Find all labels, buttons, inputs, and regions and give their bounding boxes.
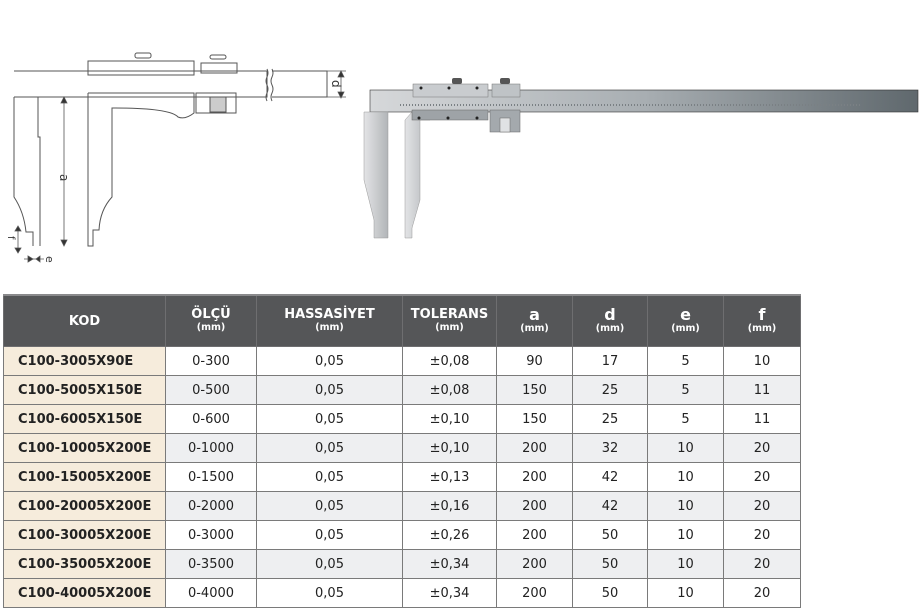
table-row — [4, 492, 801, 521]
cell-olcu: 0-2000 — [166, 492, 257, 521]
header-label: f — [758, 305, 766, 324]
table-row — [4, 376, 801, 405]
cell-e: 10 — [648, 550, 724, 579]
cell-tolerans: ±0,34 — [403, 579, 497, 608]
caliper-technical-drawing — [0, 40, 360, 270]
cell-e: 10 — [648, 434, 724, 463]
cell-a: 200 — [497, 463, 573, 492]
header-kod — [4, 295, 166, 347]
cell-a: 150 — [497, 376, 573, 405]
header-unit: (mm) — [435, 322, 464, 333]
cell-tolerans: ±0,13 — [403, 463, 497, 492]
cell-f: 20 — [724, 550, 801, 579]
cell-a: 200 — [497, 550, 573, 579]
cell-hassasiyet: 0,05 — [257, 521, 403, 550]
cell-tolerans: ±0,08 — [403, 347, 497, 376]
cell-d: 50 — [573, 521, 648, 550]
cell-f: 20 — [724, 434, 801, 463]
cell-f: 11 — [724, 376, 801, 405]
header-label: a — [529, 305, 540, 324]
header-unit: (mm) — [747, 323, 777, 334]
cell-olcu: 0-300 — [166, 347, 257, 376]
header-label: HASSASİYET — [284, 307, 375, 322]
specification-table — [3, 294, 801, 608]
cell-tolerans: ±0,26 — [403, 521, 497, 550]
header-a — [497, 295, 573, 347]
header-label: KOD — [68, 313, 101, 329]
table-row — [4, 405, 801, 434]
header-e — [648, 295, 724, 347]
header-f — [724, 295, 801, 347]
cell-d: 25 — [573, 405, 648, 434]
cell-a: 200 — [497, 521, 573, 550]
cell-olcu: 0-3500 — [166, 550, 257, 579]
table-row — [4, 347, 801, 376]
header-d — [573, 295, 648, 347]
cell-kod: C100-5005X150E — [4, 376, 166, 405]
header-unit: (mm) — [671, 323, 700, 334]
dimension-a-label: a — [57, 174, 71, 182]
cell-hassasiyet: 0,05 — [257, 376, 403, 405]
cell-kod: C100-40005X200E — [4, 579, 166, 608]
cell-a: 200 — [497, 492, 573, 521]
table-row — [4, 579, 801, 608]
cell-d: 25 — [573, 376, 648, 405]
dimension-e-label: e — [43, 256, 56, 263]
cell-hassasiyet: 0,05 — [257, 579, 403, 608]
cell-tolerans: ±0,34 — [403, 550, 497, 579]
cell-hassasiyet: 0,05 — [257, 550, 403, 579]
cell-tolerans: ±0,08 — [403, 376, 497, 405]
caliper-product-photo — [360, 60, 922, 250]
cell-f: 20 — [724, 521, 801, 550]
header-olcu — [166, 295, 257, 347]
cell-f: 20 — [724, 463, 801, 492]
header-tolerans — [403, 295, 497, 347]
cell-e: 10 — [648, 492, 724, 521]
cell-a: 200 — [497, 434, 573, 463]
header-label: e — [680, 305, 691, 324]
header-unit: (mm) — [196, 322, 226, 333]
cell-hassasiyet: 0,05 — [257, 463, 403, 492]
cell-hassasiyet: 0,05 — [257, 347, 403, 376]
cell-d: 42 — [573, 492, 648, 521]
cell-kod: C100-15005X200E — [4, 463, 166, 492]
cell-e: 5 — [648, 376, 724, 405]
cell-d: 50 — [573, 550, 648, 579]
table-row — [4, 463, 801, 492]
header-label: TOLERANS — [410, 307, 489, 322]
cell-tolerans: ±0,10 — [403, 434, 497, 463]
cell-kod: C100-20005X200E — [4, 492, 166, 521]
cell-kod: C100-30005X200E — [4, 521, 166, 550]
header-unit: (mm) — [315, 322, 344, 333]
cell-d: 17 — [573, 347, 648, 376]
cell-d: 50 — [573, 579, 648, 608]
cell-f: 10 — [724, 347, 801, 376]
table-header-row — [4, 295, 801, 347]
cell-tolerans: ±0,16 — [403, 492, 497, 521]
cell-a: 90 — [497, 347, 573, 376]
header-unit: (mm) — [595, 323, 625, 334]
cell-olcu: 0-500 — [166, 376, 257, 405]
table-row — [4, 434, 801, 463]
cell-d: 32 — [573, 434, 648, 463]
cell-e: 5 — [648, 347, 724, 376]
cell-kod: C100-6005X150E — [4, 405, 166, 434]
cell-hassasiyet: 0,05 — [257, 434, 403, 463]
cell-kod: C100-10005X200E — [4, 434, 166, 463]
cell-e: 5 — [648, 405, 724, 434]
header-unit: (mm) — [520, 323, 549, 334]
cell-f: 20 — [724, 492, 801, 521]
cell-hassasiyet: 0,05 — [257, 492, 403, 521]
header-label: d — [604, 305, 616, 324]
cell-e: 10 — [648, 579, 724, 608]
cell-d: 42 — [573, 463, 648, 492]
cell-olcu: 0-600 — [166, 405, 257, 434]
header-hassasiyet — [257, 295, 403, 347]
dimension-f-label: f — [5, 236, 16, 240]
cell-e: 10 — [648, 521, 724, 550]
header-label: ÖLÇÜ — [191, 307, 231, 322]
cell-olcu: 0-1000 — [166, 434, 257, 463]
cell-hassasiyet: 0,05 — [257, 405, 403, 434]
table-row — [4, 521, 801, 550]
cell-a: 150 — [497, 405, 573, 434]
cell-f: 20 — [724, 579, 801, 608]
cell-f: 11 — [724, 405, 801, 434]
cell-a: 200 — [497, 579, 573, 608]
cell-olcu: 0-1500 — [166, 463, 257, 492]
cell-olcu: 0-4000 — [166, 579, 257, 608]
cell-olcu: 0-3000 — [166, 521, 257, 550]
cell-kod: C100-35005X200E — [4, 550, 166, 579]
table-row — [4, 550, 801, 579]
cell-tolerans: ±0,10 — [403, 405, 497, 434]
cell-e: 10 — [648, 463, 724, 492]
cell-kod: C100-3005X90E — [4, 347, 166, 376]
dimension-d-label: d — [329, 80, 343, 88]
